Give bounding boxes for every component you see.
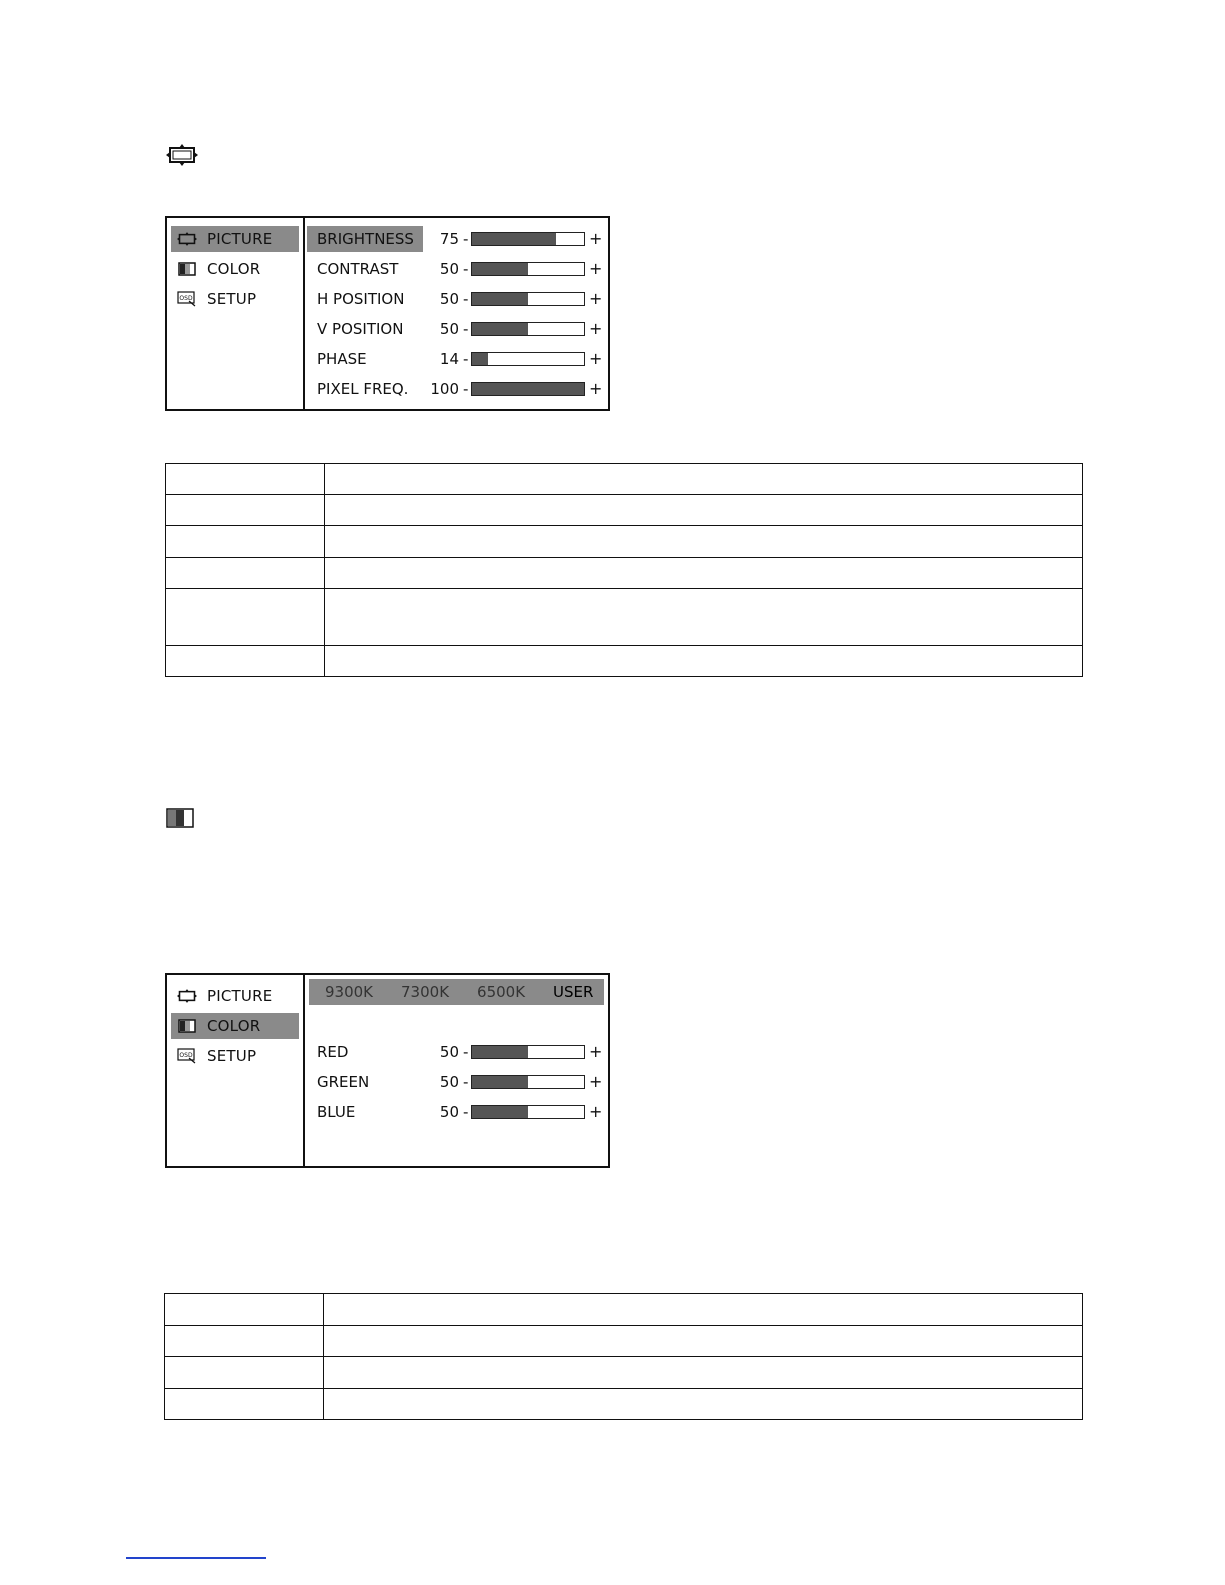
level-slider[interactable] — [471, 352, 585, 366]
temp-option-6500k[interactable]: 6500K — [477, 983, 526, 1001]
decrease-button[interactable]: - — [463, 1103, 469, 1121]
level-fill — [472, 353, 488, 365]
level-fill — [472, 1046, 528, 1058]
color-bars-icon — [177, 261, 197, 277]
level-fill — [472, 323, 528, 335]
picture-description-table — [165, 463, 1083, 677]
osd-adjust-panel — [305, 975, 608, 1166]
decrease-button[interactable]: - — [463, 1073, 469, 1091]
nav-item-setup[interactable] — [171, 286, 299, 312]
svg-text:OSD: OSD — [179, 295, 193, 302]
color-bars-icon — [177, 1018, 197, 1034]
increase-button[interactable]: + — [589, 259, 603, 278]
nav-item-picture[interactable] — [171, 983, 299, 1009]
nav-label: SETUP — [207, 1047, 257, 1065]
adjust-row[interactable] — [305, 286, 608, 312]
footnote-rule — [126, 1557, 266, 1559]
color-osd-menu — [165, 973, 610, 1168]
row-label: BLUE — [317, 1103, 356, 1121]
color-bars-icon — [166, 808, 194, 828]
color-description-table — [164, 1293, 1083, 1420]
decrease-button[interactable]: - — [463, 230, 469, 248]
temp-option-user[interactable]: USER — [553, 983, 594, 1001]
osd-nav-panel — [167, 218, 305, 409]
level-slider[interactable] — [471, 1105, 585, 1119]
decrease-button[interactable]: - — [463, 320, 469, 338]
row-label: PIXEL FREQ. — [317, 380, 409, 398]
nav-label: PICTURE — [207, 230, 273, 248]
row-label: GREEN — [317, 1073, 370, 1091]
nav-label: SETUP — [207, 290, 257, 308]
level-slider[interactable] — [471, 322, 585, 336]
row-value: 50 — [439, 1073, 459, 1091]
decrease-button[interactable]: - — [463, 380, 469, 398]
row-label: RED — [317, 1043, 349, 1061]
row-value: 50 — [439, 320, 459, 338]
increase-button[interactable]: + — [589, 289, 603, 308]
svg-text:OSD: OSD — [179, 1052, 193, 1059]
row-value: 100 — [430, 380, 459, 398]
temp-option-7300k[interactable]: 7300K — [401, 983, 450, 1001]
increase-button[interactable]: + — [589, 1042, 603, 1061]
nav-label: COLOR — [207, 260, 261, 278]
increase-button[interactable]: + — [589, 229, 603, 248]
adjust-row[interactable] — [305, 376, 608, 402]
row-value: 75 — [439, 230, 459, 248]
rgb-rows — [305, 1039, 608, 1129]
adjust-row[interactable] — [305, 316, 608, 342]
level-slider[interactable] — [471, 1075, 585, 1089]
level-slider[interactable] — [471, 232, 585, 246]
adjust-row[interactable] — [305, 346, 608, 372]
osd-setup-icon — [177, 291, 197, 307]
nav-label: PICTURE — [207, 987, 273, 1005]
row-value: 14 — [439, 350, 459, 368]
nav-item-color[interactable] — [171, 256, 299, 282]
adjust-row[interactable] — [305, 1039, 608, 1065]
nav-item-setup[interactable] — [171, 1043, 299, 1069]
level-fill — [472, 293, 528, 305]
row-label: V POSITION — [317, 320, 404, 338]
osd-nav-panel — [167, 975, 305, 1166]
temp-option-9300k[interactable]: 9300K — [325, 983, 374, 1001]
row-value: 50 — [439, 260, 459, 278]
level-fill — [472, 1106, 528, 1118]
color-temp-selector — [309, 979, 604, 1005]
decrease-button[interactable]: - — [463, 350, 469, 368]
decrease-button[interactable]: - — [463, 260, 469, 278]
increase-button[interactable]: + — [589, 319, 603, 338]
nav-label: COLOR — [207, 1017, 261, 1035]
row-label: H POSITION — [317, 290, 405, 308]
level-fill — [472, 383, 584, 395]
level-slider[interactable] — [471, 1045, 585, 1059]
increase-button[interactable]: + — [589, 379, 603, 398]
adjust-row[interactable] — [305, 1069, 608, 1095]
nav-item-color[interactable] — [171, 1013, 299, 1039]
picture-osd-menu — [165, 216, 610, 411]
nav-item-picture[interactable] — [171, 226, 299, 252]
adjust-row[interactable] — [305, 1099, 608, 1125]
increase-button[interactable]: + — [589, 1072, 603, 1091]
row-value: 50 — [439, 290, 459, 308]
level-slider[interactable] — [471, 292, 585, 306]
level-fill — [472, 263, 528, 275]
level-fill — [472, 233, 556, 245]
level-fill — [472, 1076, 528, 1088]
adjust-row[interactable] — [305, 226, 608, 252]
adjust-row[interactable] — [305, 256, 608, 282]
row-label: CONTRAST — [317, 260, 399, 278]
increase-button[interactable]: + — [589, 1102, 603, 1121]
picture-frame-icon — [166, 144, 198, 166]
picture-frame-icon — [177, 231, 197, 247]
picture-frame-icon — [177, 988, 197, 1004]
osd-setup-icon — [177, 1048, 197, 1064]
osd-adjust-panel — [305, 218, 608, 409]
decrease-button[interactable]: - — [463, 1043, 469, 1061]
row-label: PHASE — [317, 350, 367, 368]
row-value: 50 — [439, 1043, 459, 1061]
decrease-button[interactable]: - — [463, 290, 469, 308]
level-slider[interactable] — [471, 262, 585, 276]
increase-button[interactable]: + — [589, 349, 603, 368]
level-slider[interactable] — [471, 382, 585, 396]
row-label: BRIGHTNESS — [317, 230, 414, 248]
row-value: 50 — [439, 1103, 459, 1121]
